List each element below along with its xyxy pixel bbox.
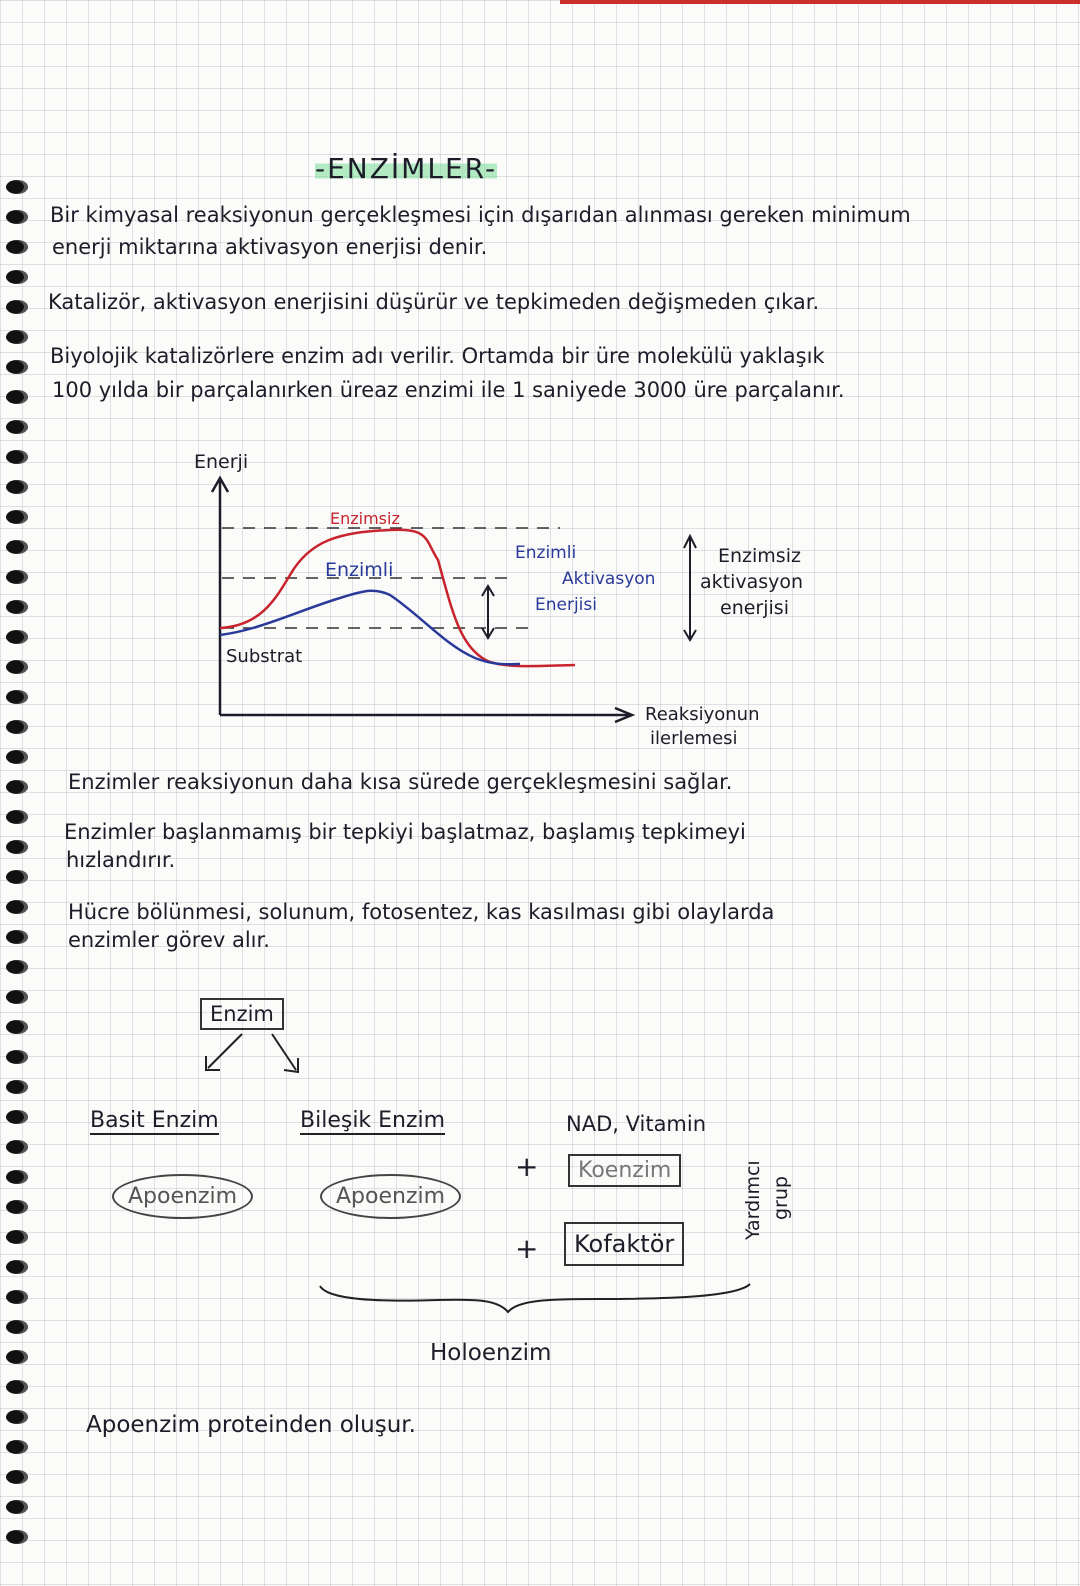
binding-ring xyxy=(6,660,28,674)
binding-ring xyxy=(6,690,28,704)
binding-ring xyxy=(6,1200,28,1214)
enzimli-activation-label-3: Enerjisi xyxy=(535,595,597,615)
enzimsiz-activation-label-2: aktivasyon xyxy=(700,571,804,593)
activation-energy-diagram xyxy=(190,440,870,760)
binding-ring xyxy=(6,1260,28,1274)
nad-vitamin-label: NAD, Vitamin xyxy=(566,1112,707,1136)
binding-ring xyxy=(6,1170,28,1184)
branch-arrows xyxy=(190,1030,320,1080)
binding-ring xyxy=(6,780,28,794)
binding-ring xyxy=(6,540,28,554)
spiral-binding xyxy=(0,180,40,1580)
x-axis-label-line2: ilerlemesi xyxy=(650,728,738,749)
footer-note: Apoenzim proteinden oluşur. xyxy=(86,1412,416,1438)
binding-ring xyxy=(6,630,28,644)
binding-ring xyxy=(6,210,28,224)
substrate-label: Substrat xyxy=(226,646,303,667)
apoenzyme-oval-compound: Apoenzim xyxy=(320,1174,461,1219)
binding-ring xyxy=(6,330,28,344)
binding-ring xyxy=(6,390,28,404)
holoenzyme-label: Holoenzim xyxy=(430,1340,552,1366)
binding-ring xyxy=(6,180,28,194)
binding-ring xyxy=(6,1140,28,1154)
helper-group-line2: grup xyxy=(770,1176,792,1220)
simple-enzyme-label: Basit Enzim xyxy=(90,1108,219,1133)
paragraph-activation-line1: Bir kimyasal reaksiyonun gerçekleşmesi için dışarıdan alınması gereken minimum xyxy=(50,203,911,227)
enzimli-activation-label-1: Enzimli xyxy=(515,543,577,563)
helper-group-note xyxy=(742,1140,812,1260)
binding-ring xyxy=(6,1410,28,1424)
paragraph-catalyst: Katalizör, aktivasyon enerjisini düşürür ve tepkimeden değişmeden çıkar. xyxy=(48,290,820,314)
binding-ring xyxy=(6,1530,28,1544)
binding-ring xyxy=(6,1350,28,1364)
binding-ring xyxy=(6,900,28,914)
binding-ring xyxy=(6,270,28,284)
binding-ring xyxy=(6,450,28,464)
enzimli-activation-label-2: Aktivasyon xyxy=(562,569,656,589)
binding-ring xyxy=(6,510,28,524)
page-top-edge xyxy=(560,0,1080,4)
binding-ring xyxy=(6,480,28,494)
binding-ring xyxy=(6,870,28,884)
enzimsiz-curve-label: Enzimsiz xyxy=(330,509,400,528)
paragraph-biocatalyst-line1: Biyolojik katalizörlere enzim adı verilir. Ortamda bir üre molekülü yaklaşık xyxy=(50,344,825,368)
x-axis-label-line1: Reaksiyonun xyxy=(645,704,760,725)
fact-start-line1: Enzimler başlanmamış bir tepkiyi başlatmaz, başlamış tepkimeyi xyxy=(64,820,746,844)
binding-ring xyxy=(6,720,28,734)
binding-ring xyxy=(6,1230,28,1244)
fact-start-line2: hızlandırır. xyxy=(66,848,176,872)
binding-ring xyxy=(6,810,28,824)
binding-ring xyxy=(6,1470,28,1484)
binding-ring xyxy=(6,360,28,374)
binding-ring xyxy=(6,420,28,434)
binding-ring xyxy=(6,1290,28,1304)
page-title: -ENZİMLER- xyxy=(315,152,498,185)
plus-sign-2: + xyxy=(515,1232,539,1265)
enzimsiz-activation-label-3: enerjisi xyxy=(720,597,789,619)
fact-roles-line2: enzimler görev alır. xyxy=(68,928,270,952)
binding-ring xyxy=(6,600,28,614)
binding-ring xyxy=(6,990,28,1004)
binding-ring xyxy=(6,1440,28,1454)
binding-ring xyxy=(6,300,28,314)
binding-ring xyxy=(6,1380,28,1394)
holoenzyme-brace xyxy=(318,1282,758,1322)
binding-ring xyxy=(6,1080,28,1094)
apoenzyme-oval-simple: Apoenzim xyxy=(112,1174,253,1219)
coenzyme-box: Koenzim xyxy=(568,1154,681,1187)
enzimsiz-activation-label-1: Enzimsiz xyxy=(718,545,801,567)
binding-ring xyxy=(6,1320,28,1334)
binding-ring xyxy=(6,1050,28,1064)
compound-enzyme-label: Bileşik Enzim xyxy=(300,1108,446,1133)
binding-ring xyxy=(6,960,28,974)
binding-ring xyxy=(6,1500,28,1514)
enzyme-root-box: Enzim xyxy=(200,998,284,1030)
plus-sign-1: + xyxy=(515,1150,539,1183)
binding-ring xyxy=(6,1110,28,1124)
binding-ring xyxy=(6,1020,28,1034)
paragraph-activation-line2: enerji miktarına aktivasyon enerjisi denir. xyxy=(52,235,488,259)
fact-shorter-time: Enzimler reaksiyonun daha kısa sürede gerçekleşmesini sağlar. xyxy=(68,770,733,794)
binding-ring xyxy=(6,570,28,584)
fact-roles-line1: Hücre bölünmesi, solunum, fotosentez, kas kasılması gibi olaylarda xyxy=(68,900,775,924)
y-axis-label: Enerji xyxy=(194,451,249,473)
binding-ring xyxy=(6,750,28,764)
binding-ring xyxy=(6,930,28,944)
paragraph-biocatalyst-line2: 100 yılda bir parçalanırken üreaz enzimi ile 1 saniyede 3000 üre parçalanır. xyxy=(52,378,845,402)
cofactor-box: Kofaktör xyxy=(564,1222,684,1266)
helper-group-line1: Yardımcı xyxy=(742,1160,764,1240)
binding-ring xyxy=(6,240,28,254)
binding-ring xyxy=(6,840,28,854)
enzimli-curve-label: Enzimli xyxy=(325,559,394,581)
